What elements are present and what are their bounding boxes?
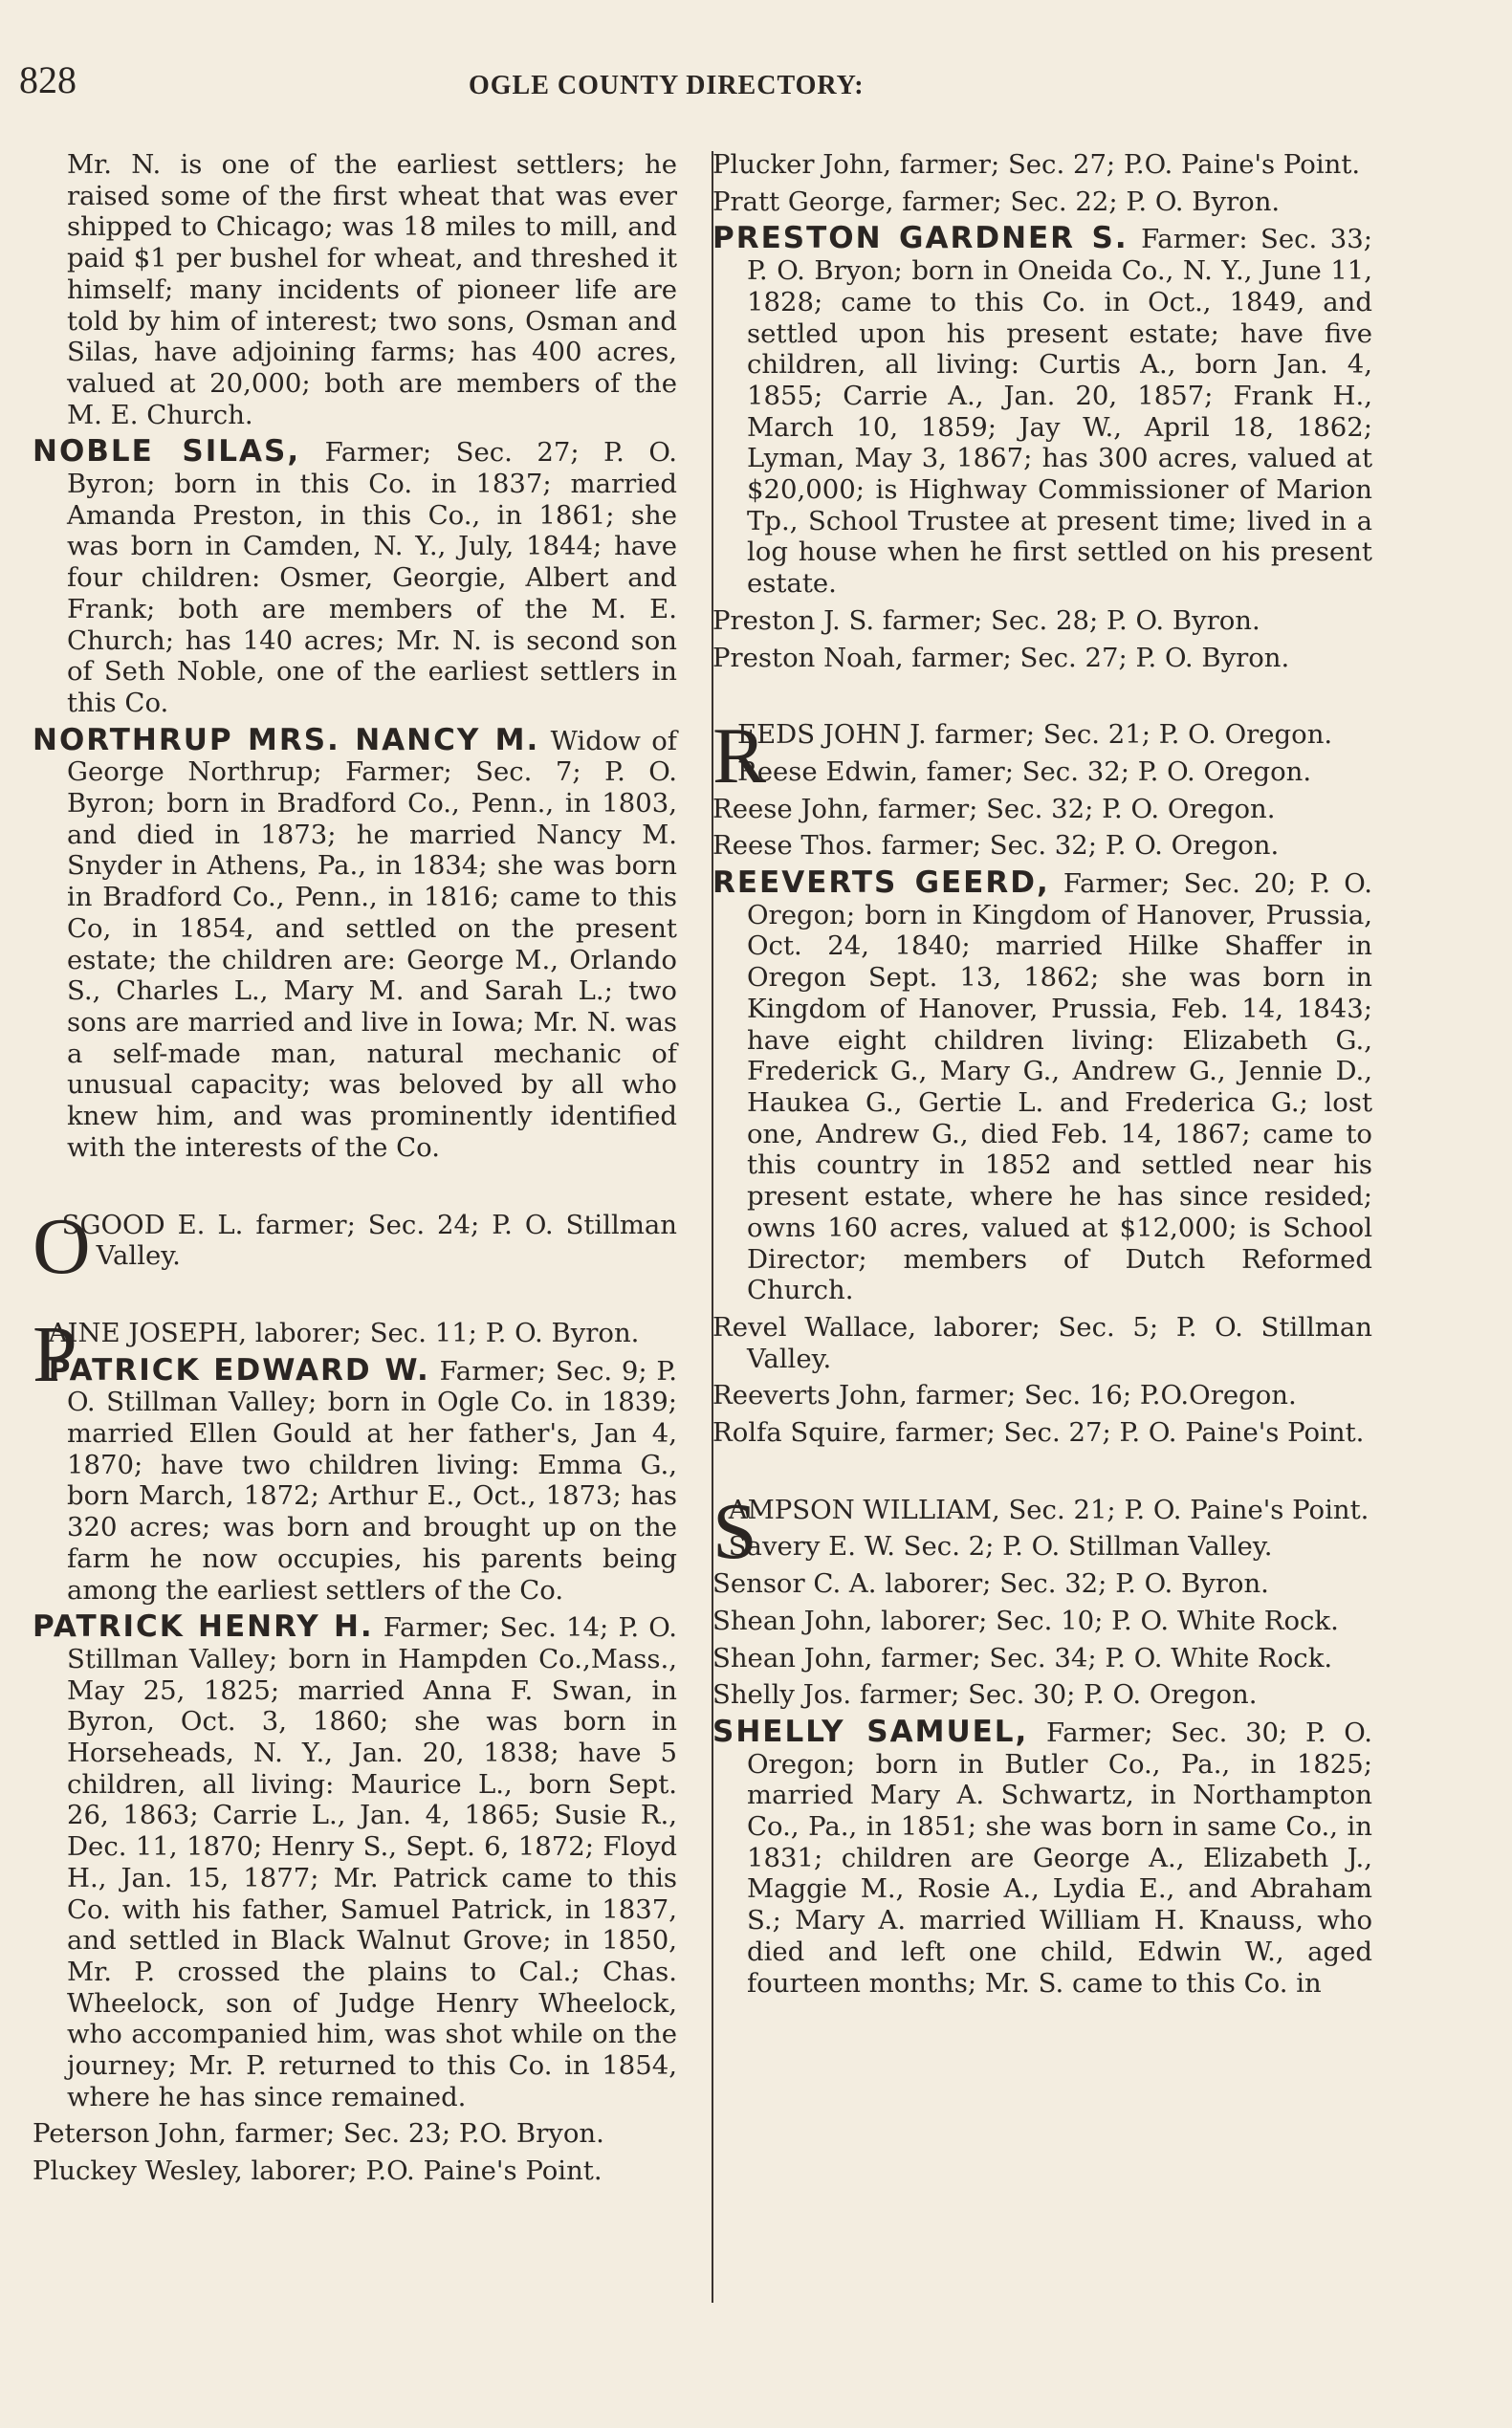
entry-text: Revel Wallace, laborer; Sec. 5; P. O. Stillman Valley.: [712, 1311, 1372, 1374]
entry-name: NORTHRUP MRS. NANCY M.: [33, 722, 540, 757]
entry-text: Widow of George Northrup; Farmer; Sec. 7; P. O. Byron; born in Bradford Co., Penn., in 1803, and died in 1873; he married Nancy M. Snyder in Athens, Pa., in 1834; she was born in Bradford Co., Penn., in 1816; came to this Co, in 1854, and settled on the present estate; the children are: George M., Orlando S., Charles L., Mary M. and Sarah L.; two sons are married and live in Iowa; Mr. N. was a self-made man, natural mechanic of unusual capacity; was beloved by all who knew him, and was prominently identified with the interests of the Co.: [67, 725, 677, 1163]
drop-cap-letter: P: [33, 1309, 77, 1399]
entry-text: Preston J. S. farmer; Sec. 28; P. O. Byron.: [712, 604, 1260, 636]
directory-entry: [33, 2155, 677, 2187]
entry-text: Mr. N. is one of the earliest settlers; he raised some of the first wheat that was ever shipped to Chicago; was 18 miles to mill, and paid $1 per bushel for wheat, and threshed it himself; many incidents of pioneer life are told by him of interest; two sons, Osman and Silas, have adjoining farms; has 400 acres, valued at 20,000; both are members of the M. E. Church.: [67, 149, 677, 430]
directory-entry: [33, 1352, 677, 1607]
entry-text: Farmer: Sec. 33; P. O. Bryon; born in Oneida Co., N. Y., June 11, 1828; came to this Co. in Oct., 1849, and settled upon his present estate; have five children, all living: Curtis A., born Jan. 4, 1855; Carrie A., Jan. 20, 1857; Frank H., March 10, 1859; Jay W., April 18, 1862; Lyman, May 3, 1867; has 300 acres, valued at $20,000; is Highway Commissioner of Marion Tp., School Trustee at present time; lived in a log house when he first settled on his present estate.: [747, 224, 1372, 600]
entry-name: PRESTON GARDNER S.: [712, 221, 1129, 256]
directory-entry: [712, 1380, 1372, 1411]
entry-name: NOBLE SILAS,: [33, 434, 301, 470]
entry-text: Shean John, farmer; Sec. 34; P. O. White Rock.: [712, 1642, 1333, 1673]
entry-text: AMPSON WILLIAM, Sec. 21; P. O. Paine's Point.: [728, 1494, 1370, 1525]
directory-entry: [712, 1714, 1372, 1999]
directory-entry: [712, 186, 1372, 218]
entry-text: EEDS JOHN J. farmer; Sec. 21; P. O. Oregon.: [737, 719, 1333, 751]
directory-entry: [33, 1611, 677, 2112]
directory-entry: [33, 722, 677, 1164]
entry-text: Shelly Jos. farmer; Sec. 30; P. O. Oregon.: [712, 1679, 1258, 1711]
page-number: 828: [19, 58, 77, 101]
entry-text: Reeverts John, farmer; Sec. 16; P.O.Oregon.: [712, 1380, 1297, 1411]
directory-entry: [712, 1606, 1372, 1637]
left-column: [33, 149, 677, 2193]
entry-text: Farmer; Sec. 14; P. O. Stillman Valley; born in Hampden Co.,Mass., May 25, 1825; married Anna F. Swan, in Byron, Oct. 3, 1860; she was born in Horseheads, N. Y., Jan. 20, 1838; have 5 children, all living: Maurice L., born Sept. 26, 1863; Carrie L., Jan. 4, 1865; Susie R., Dec. 11, 1870; Henry S., Sept. 6, 1872; Floyd H., Jan. 15, 1877; Mr. Patrick came to this Co. with his father, Samuel Patrick, in 1837, and settled in Black Walnut Grove; in 1850, Mr. P. crossed the plains to Cal.; Chas. Wheelock, son of Judge Henry Wheelock, who accompanied him, was shot while on the journey; Mr. P. returned to this Co. in 1854, where he has since remained.: [67, 1612, 677, 2112]
directory-entry: [712, 223, 1372, 599]
entry-text: Plucker John, farmer; Sec. 27; P.O. Paine's Point.: [712, 149, 1361, 180]
directory-entry: [712, 867, 1372, 1306]
directory-entry: [712, 830, 1372, 862]
entry-name: REEVERTS GEERD,: [712, 865, 1050, 901]
entry-text: Farmer; Sec. 27; P. O. Byron; born in this Co. in 1837; married Amanda Preston, in this Co., in 1861; she was born in Camden, N. Y., July, 1844; have four children: Osmer, Georgie, Albert and Frank; both are members of the M. E. Church; has 140 acres; Mr. N. is second son of Seth Noble, one of the earliest settlers in this Co.: [67, 437, 677, 718]
entry-text: Sensor C. A. laborer; Sec. 32; P. O. Byron.: [712, 1568, 1269, 1600]
directory-entry: [33, 1201, 677, 1291]
directory-entry: [712, 756, 1372, 788]
directory-entry: [33, 2118, 677, 2150]
entry-text: Farmer; Sec. 30; P. O. Oregon; born in Butler Co., Pa., in 1825; married Mary A. Schwartz, in Northampton Co., Pa., in 1851; she was born in same Co., in 1831; children are George A., Elizabeth J., Maggie M., Rosie A., Lydia E., and Abraham S.; Mary A. married William H. Knauss, who died and left one child, Edwin W., aged fourteen months; Mr. S. came to this Co. in: [747, 1717, 1372, 1999]
entry-text: Rolfa Squire, farmer; Sec. 27; P. O. Paine's Point.: [712, 1417, 1365, 1449]
directory-entry: [33, 149, 677, 430]
entry-text: Reese John, farmer; Sec. 32; P. O. Oregon.: [712, 793, 1276, 824]
directory-entry: [712, 605, 1372, 637]
entry-name: PATRICK HENRY H.: [33, 1609, 374, 1645]
entry-text: Savery E. W. Sec. 2; P. O. Stillman Valley.: [728, 1531, 1273, 1563]
drop-cap-letter: O: [33, 1201, 91, 1291]
entry-text: Reese Edwin, famer; Sec. 32; P. O. Oregon.: [737, 755, 1312, 787]
directory-entry: [712, 1679, 1372, 1711]
entry-text: Pratt George, farmer; Sec. 22; P. O. Byron.: [712, 186, 1281, 217]
directory-entry: [712, 1417, 1372, 1449]
right-column: [712, 149, 1372, 2004]
running-title: OGLE COUNTY DIRECTORY:: [469, 71, 865, 100]
entry-name: PATRICK EDWARD W.: [48, 1352, 430, 1388]
entry-text: Shean John, laborer; Sec. 10; P. O. White Rock.: [712, 1605, 1339, 1636]
drop-cap-letter: S: [712, 1486, 757, 1576]
entry-text: Peterson John, farmer; Sec. 23; P.O. Bryon.: [33, 2118, 604, 2150]
directory-entry: [712, 643, 1372, 674]
directory-entry: [712, 1568, 1372, 1600]
directory-entry: [712, 1531, 1372, 1563]
directory-entry: [712, 794, 1372, 825]
entry-text: AINE JOSEPH, laborer; Sec. 11; P. O. Byron.: [48, 1317, 640, 1348]
entry-text: Farmer; Sec. 20; P. O. Oregon; born in Kingdom of Hanover, Prussia, Oct. 24, 1840; married Hilke Shaffer in Oregon Sept. 13, 1862; she was born in Kingdom of Hanover, Prussia, Feb. 14, 1843; have eight children living: Elizabeth G., Frederick G., Mary G., Andrew G., Jennie D., Haukea G., Gertie L. and Frederica G.; lost one, Andrew G., died Feb. 14, 1867; came to this country in 1852 and settled near his present estate, where he has since resided; owns 160 acres, valued at $12,000; is School Director; members of Dutch Reformed Church.: [747, 868, 1372, 1306]
directory-entry: [712, 1643, 1372, 1674]
directory-entry: [33, 436, 677, 718]
directory-entry: [712, 149, 1372, 181]
entry-text: Preston Noah, farmer; Sec. 27; P. O. Byron.: [712, 642, 1290, 673]
entry-text: SGOOD E. L. farmer; Sec. 24; P. O. Stillman Valley.: [61, 1209, 677, 1272]
entry-text: Reese Thos. farmer; Sec. 32; P. O. Oregon.: [712, 830, 1280, 862]
directory-entry: [712, 1312, 1372, 1374]
entry-name: SHELLY SAMUEL,: [712, 1714, 1029, 1749]
drop-cap-letter: R: [712, 711, 767, 801]
entry-text: Farmer; Sec. 9; P. O. Stillman Valley; born in Ogle Co. in 1839; married Ellen Gould at her father's, Jan 4, 1870; have two children living: Emma G., born March, 1872; Arthur E., Oct., 1873; has 320 acres; was born and brought up on the farm he now occupies, his parents being among the earliest settlers of the Co.: [67, 1355, 677, 1606]
entry-text: Pluckey Wesley, laborer; P.O. Paine's Point.: [33, 2155, 603, 2187]
